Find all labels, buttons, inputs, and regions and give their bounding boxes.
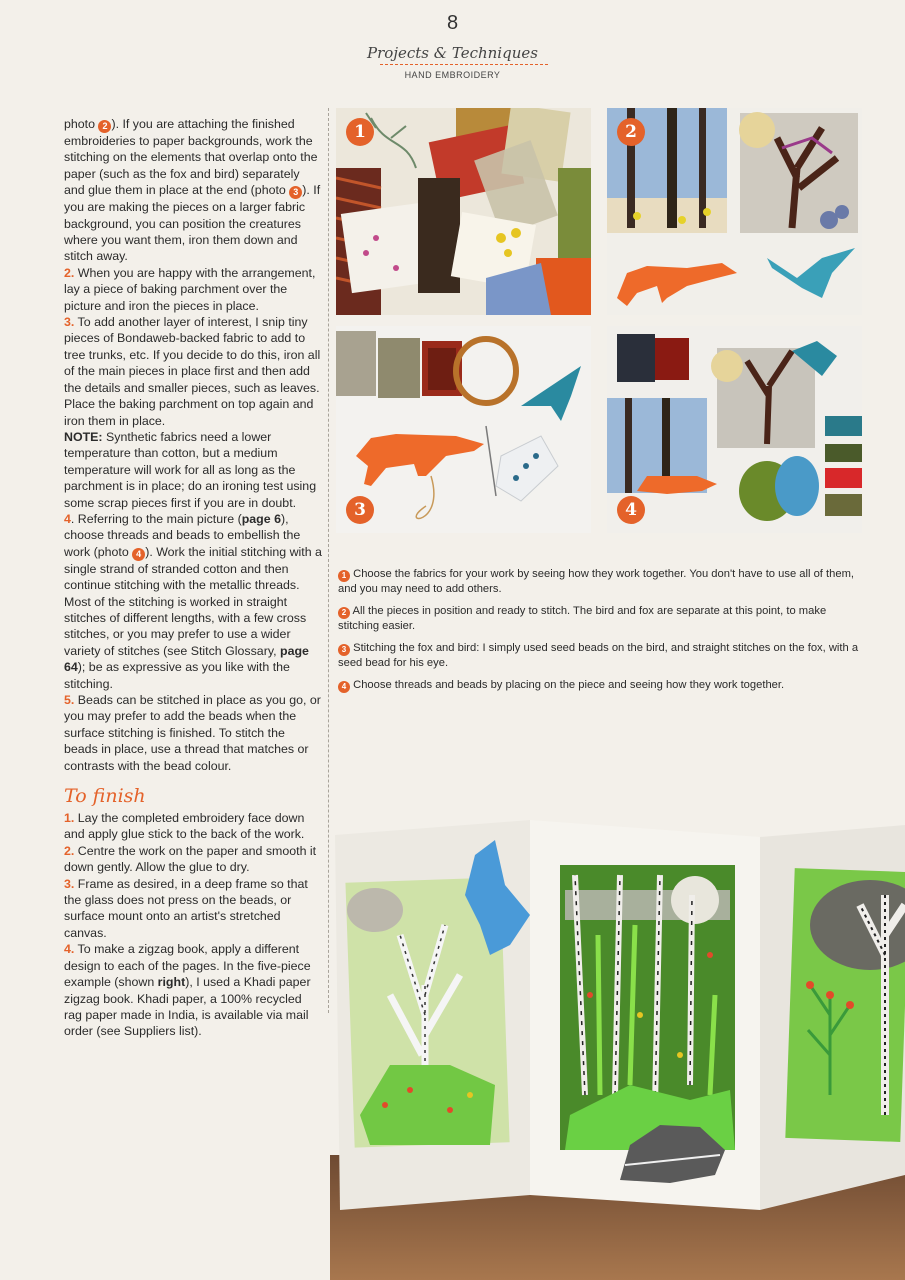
finish-heading: To finish [64,785,146,808]
pieces-illustration [607,108,862,315]
photo-number-badge: 2 [617,118,645,146]
section-title: Projects & Techniques [367,44,538,62]
zigzag-book-photo [330,815,905,1280]
threads-illustration [607,326,862,533]
photo-4-threads-beads [607,326,862,533]
column-divider [328,108,329,1013]
photo-captions [338,567,868,701]
instructions-column [64,116,322,1040]
fabrics-illustration [336,108,591,315]
finish-step-3: 3. Frame as desired, in a deep frame so that the glass does not press on the beads, or surface mount onto an artist's stretched canvas. [64,876,308,940]
section-rule [380,64,548,65]
zigzag-book-illustration [330,815,905,1280]
caption-3: 3 Stitching the fox and bird: I simply used seed beads on the bird, and straight stitches on the fox, with a seed bead for his eye. [338,642,859,669]
section-subtitle: HAND EMBROIDERY [404,70,501,80]
stitching-illustration [336,326,591,533]
step-3: 3. To add another layer of interest, I snip tiny pieces of Bondaweb-backed fabric to add to tree trunks, etc. If you decide to do this, iron all of the main pieces in place first and then add the details and smaller pieces, such as leaves. Place the baking parchment on top again and iron them in place. [64,315,321,428]
photo-ref-badge: 2 [98,120,111,133]
photo-number-badge: 4 [617,496,645,524]
step-5: 5. Beads can be stitched in place as you go, or you may prefer to add the beads when the surface stitching is finished. To stitch the beads in place, use a thread that matches or contrasts with the bead colour. [64,693,321,773]
finish-step-4: 4. To make a zigzag book, apply a different design to each of the pages. In the five-piece example (shown right), I used a Khadi paper zigzag book. Khadi paper, a 100% recycled rag paper made in India, is available via mail order (see Suppliers list). [64,942,311,1039]
caption-badge: 1 [338,570,350,582]
step-4: 4. Referring to the main picture (page 6), choose threads and beads to embellish the work (photo 4 ). Work the initial stitching with a single strand of stranded cotton and then continue stitching with the metallic threads. Most of the stitching is worked in straight stitches of different lengths, with a few cross stitches, or you may prefer to use a wider variety of stitches (see Stitch Glossary, page 64); be as expressive as you like with the stitching. [64,511,322,691]
photo-number-badge: 3 [346,496,374,524]
caption-4: 4 Choose threads and beads by placing on the piece and seeing how they work together. [338,678,868,693]
finish-step-2: 2. Centre the work on the paper and smooth it down gently. Allow the glue to dry. [64,843,317,875]
caption-badge: 4 [338,681,350,693]
photo-1-fabrics [336,108,591,315]
photo-ref-badge: 3 [289,186,302,199]
caption-1: 1 Choose the fabrics for your work by seeing how they work together. You don't have to use all of them, and you may need to add others. [338,568,854,595]
caption-2: 2 All the pieces in position and ready to stitch. The bird and fox are separate at this point, to make stitching easier. [338,605,827,632]
photo-number-badge: 1 [346,118,374,146]
paragraph-continued: photo 2 ). If you are attaching the finished embroideries to paper backgrounds, work the stitching on the elements that overlap onto the paper (such as the fox and bird) separately and glue them in place at the end (photo 3 ). If you are making the pieces on a larger fabric background, you can position the creatures where you want them, iron them down and stitch away. [64,117,321,264]
photo-3-stitching-fox-bird [336,326,591,533]
photo-2-pieces-in-position [607,108,862,315]
photo-ref-badge: 4 [132,548,145,561]
finish-step-1: 1. Lay the completed embroidery face down and apply glue stick to the back of the work. [64,811,305,842]
caption-badge: 3 [338,644,350,656]
caption-badge: 2 [338,607,350,619]
step-2: 2. When you are happy with the arrangement, lay a piece of baking parchment over the picture and iron the pieces in place. [64,265,316,313]
note: NOTE: Synthetic fabrics need a lower temperature than cotton, but a medium temperature will work for all as long as the parchment is in place; do an ironing test using some scrap pieces first if you are in doubt. [64,429,317,510]
page-number: 8 [446,12,459,34]
